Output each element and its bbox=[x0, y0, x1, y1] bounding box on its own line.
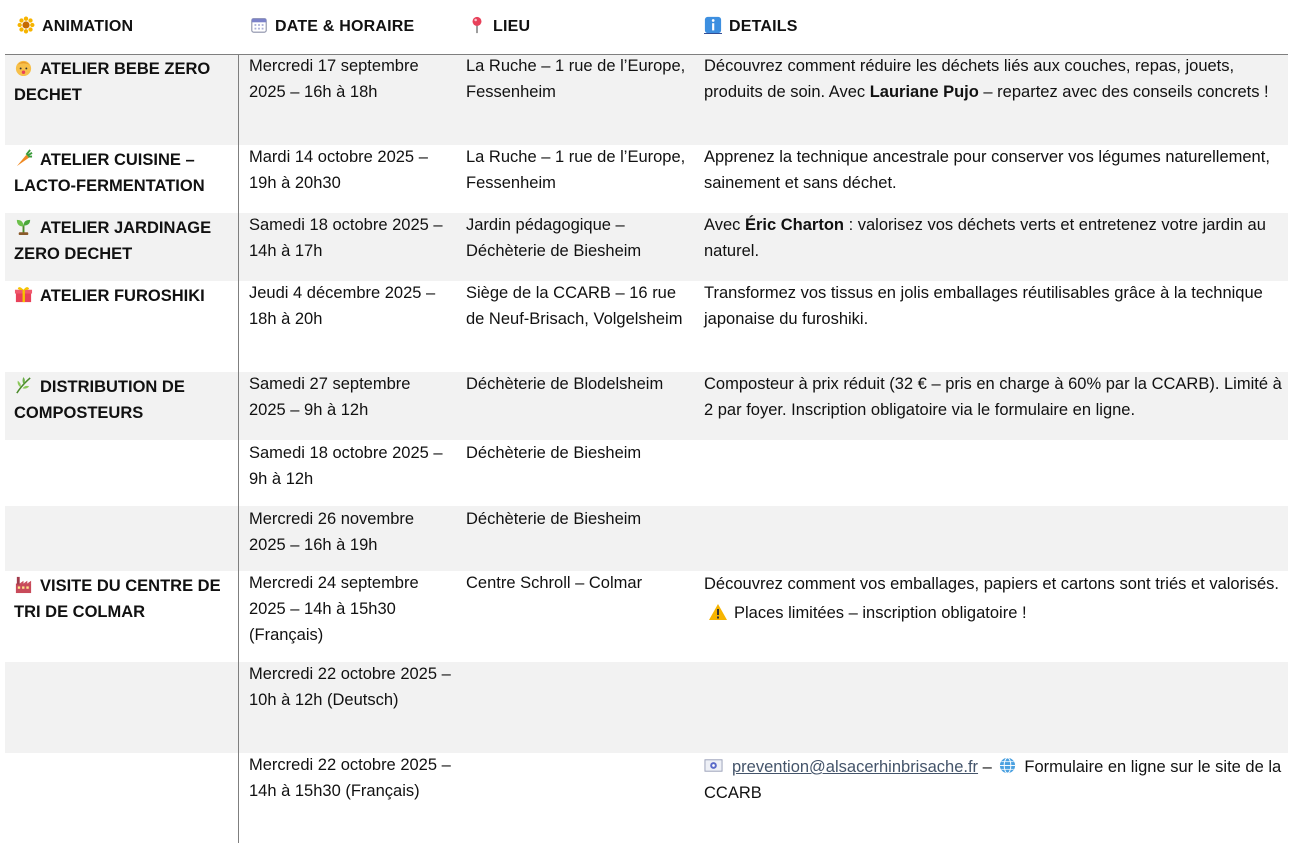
lieu-cell: Déchèterie de Biesheim bbox=[466, 444, 642, 462]
globe-icon bbox=[998, 756, 1017, 775]
details-cell: Apprenez la technique ancestrale pour conserver vos légumes naturellement, sainement et sans déchet. bbox=[704, 148, 1270, 192]
animation-cell bbox=[14, 283, 229, 309]
separator: – bbox=[982, 758, 992, 776]
calendar-icon bbox=[250, 16, 268, 34]
date-cell: Mercredi 22 octobre 2025 – 10h à 12h (Deutsch) bbox=[249, 665, 451, 709]
details-cell bbox=[704, 754, 1284, 806]
header-date bbox=[250, 16, 414, 36]
lieu-cell: Déchèterie de Biesheim bbox=[466, 510, 642, 528]
details-cell bbox=[704, 212, 1284, 264]
table-row bbox=[5, 506, 1288, 571]
table-row bbox=[5, 372, 1288, 440]
details-text: Places limitées – inscription obligatoire ! bbox=[734, 604, 1027, 622]
details-cell bbox=[704, 570, 1284, 628]
header-animation-label: ANIMATION bbox=[42, 18, 134, 35]
header-details bbox=[704, 16, 798, 36]
header-lieu-label: LIEU bbox=[493, 18, 531, 35]
table-row bbox=[5, 281, 1288, 372]
pushpin-icon bbox=[468, 16, 486, 34]
animation-title: ATELIER JARDINAGE ZERO DECHET bbox=[14, 219, 212, 263]
animation-cell bbox=[14, 215, 229, 267]
details-cell: Transformez vos tissus en jolis emballages réutilisables grâce à la technique japonaise du furoshiki. bbox=[704, 284, 1263, 328]
date-cell: Samedi 18 octobre 2025 – 9h à 12h bbox=[249, 444, 443, 488]
carrot-icon bbox=[14, 149, 33, 168]
table-row bbox=[5, 662, 1288, 753]
email-link[interactable]: prevention@alsacerhinbrisache.fr bbox=[732, 758, 979, 776]
details-text: Découvrez comment vos emballages, papiers et cartons sont triés et valorisés. bbox=[704, 575, 1280, 593]
table-row bbox=[5, 753, 1288, 843]
table-row bbox=[5, 440, 1288, 506]
lieu-cell: Déchèterie de Blodelsheim bbox=[466, 375, 664, 393]
header-lieu bbox=[468, 16, 530, 36]
table-row bbox=[5, 55, 1288, 145]
lieu-cell: Siège de la CCARB – 16 rue de Neuf-Brisach, Volgelsheim bbox=[466, 284, 683, 328]
animation-title: ATELIER BEBE ZERO DECHET bbox=[14, 60, 211, 104]
gift-icon bbox=[14, 285, 33, 304]
header-date-label: DATE & HORAIRE bbox=[275, 18, 415, 35]
factory-icon bbox=[14, 575, 33, 594]
date-cell: Mercredi 22 octobre 2025 – 14h à 15h30 (Français) bbox=[249, 756, 451, 800]
details-cell: Composteur à prix réduit (32 € – pris en charge à 60% par la CCARB). Limité à 2 par foyer. Inscription obligatoire via le formulaire en ligne. bbox=[704, 375, 1282, 419]
lieu-cell: Jardin pédagogique – Déchèterie de Biesheim bbox=[466, 216, 642, 260]
baby-icon bbox=[14, 58, 33, 77]
table-row bbox=[5, 213, 1288, 281]
table-header bbox=[5, 0, 1288, 55]
header-animation bbox=[17, 16, 133, 36]
lieu-cell: La Ruche – 1 rue de l’Europe, Fessenheim bbox=[466, 57, 686, 101]
animation-cell bbox=[14, 147, 229, 199]
warning-icon bbox=[708, 603, 728, 621]
sun-flower-icon bbox=[17, 16, 35, 34]
animation-title: ATELIER CUISINE – LACTO-FERMENTATION bbox=[14, 151, 205, 195]
date-cell: Samedi 18 octobre 2025 – 14h à 17h bbox=[249, 216, 443, 260]
header-details-label: DETAILS bbox=[729, 18, 798, 35]
speaker-name: Éric Charton bbox=[744, 216, 844, 234]
details-cell bbox=[704, 53, 1284, 105]
column-divider bbox=[238, 55, 239, 843]
table-row bbox=[5, 145, 1288, 213]
details-text: Formulaire en ligne sur le site de la CCARB bbox=[704, 758, 1282, 802]
envelope-icon bbox=[704, 756, 723, 775]
details-text: – repartez avec des conseils concrets ! bbox=[978, 83, 1269, 101]
details-text: Avec bbox=[704, 216, 745, 234]
date-cell: Samedi 27 septembre 2025 – 9h à 12h bbox=[249, 375, 411, 419]
herb-icon bbox=[14, 376, 33, 395]
events-table bbox=[5, 0, 1288, 843]
details-text: Découvrez comment réduire les déchets liés aux couches, repas, jouets, produits de soin. Avec bbox=[704, 57, 1235, 101]
date-cell: Mercredi 26 novembre 2025 – 16h à 19h bbox=[249, 510, 415, 554]
animation-cell bbox=[14, 573, 229, 625]
animation-cell bbox=[14, 56, 229, 108]
lieu-cell: Centre Schroll – Colmar bbox=[466, 574, 643, 592]
animation-title: VISITE DU CENTRE DE TRI DE COLMAR bbox=[14, 577, 221, 621]
date-cell: Mercredi 24 septembre 2025 – 14h à 15h30 (Français) bbox=[249, 574, 419, 644]
table-row bbox=[5, 571, 1288, 662]
info-icon bbox=[704, 16, 722, 34]
animation-cell bbox=[14, 374, 229, 426]
animation-title: DISTRIBUTION DE COMPOSTEURS bbox=[14, 378, 185, 422]
lieu-cell: La Ruche – 1 rue de l’Europe, Fessenheim bbox=[466, 148, 686, 192]
date-cell: Mercredi 17 septembre 2025 – 16h à 18h bbox=[249, 57, 419, 101]
date-cell: Mardi 14 octobre 2025 – 19h à 20h30 bbox=[249, 148, 428, 192]
details-text: : valorisez vos déchets verts et entretenez votre jardin au naturel. bbox=[704, 216, 1266, 260]
animation-title: ATELIER FUROSHIKI bbox=[40, 287, 205, 305]
date-cell: Jeudi 4 décembre 2025 – 18h à 20h bbox=[249, 284, 436, 328]
speaker-name: Lauriane Pujo bbox=[869, 83, 979, 101]
seedling-icon bbox=[14, 217, 33, 236]
